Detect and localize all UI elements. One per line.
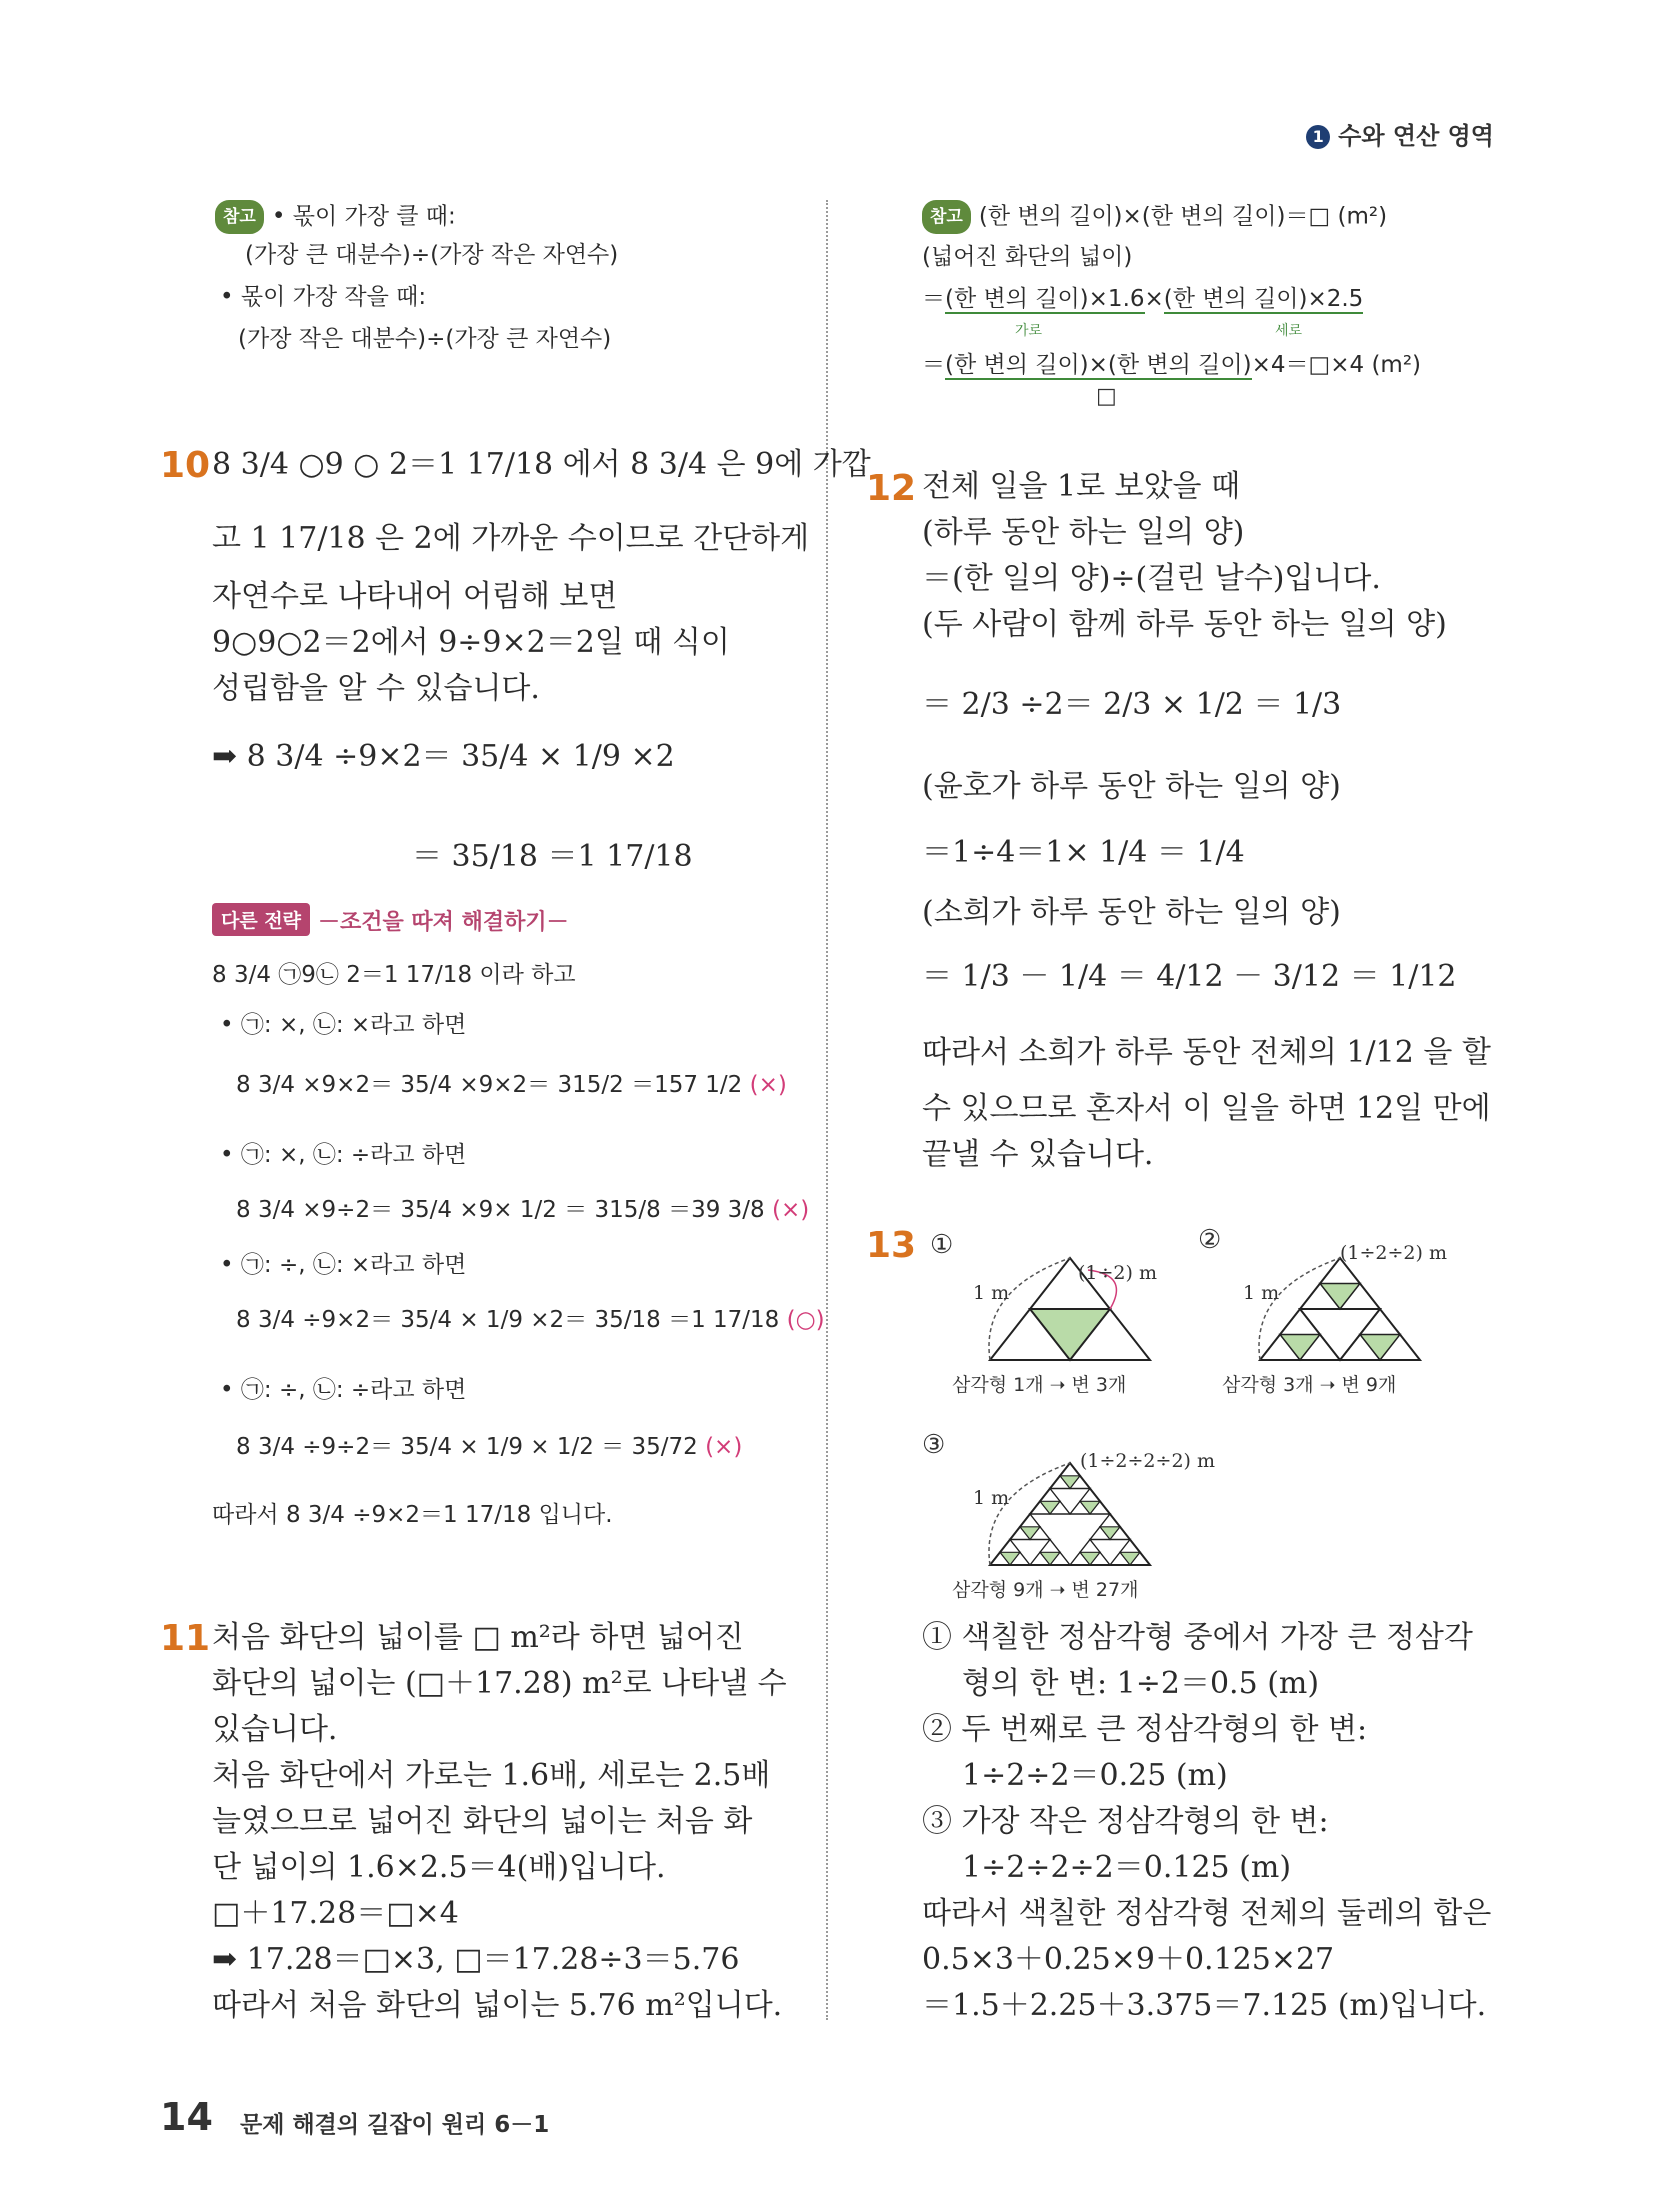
p10-strategy-calc-2: 8 3/4 ×9÷2＝ 35/4 ×9× 1/2 ＝ 315/8 ＝39 3/8 (×) (236, 1197, 810, 1223)
p12-line-3: ＝(한 일의 양)÷(걸린 날수)입니다. (922, 561, 1381, 596)
problem-number-13: 13 (866, 1225, 917, 1266)
p12-line-2: (하루 동안 하는 일의 양) (922, 515, 1245, 550)
fig3-caption: 삼각형 9개 ➝ 변 27개 (952, 1579, 1139, 1601)
fig1-number: ① (930, 1230, 954, 1260)
p10-line-7: ＝ 35/18 ＝1 17/18 (412, 839, 693, 874)
p10-line-4: 9○9○2＝2에서 9÷9×2＝2일 때 식이 (212, 625, 730, 660)
p13-line-5: ③ 가장 작은 정삼각형의 한 변: (922, 1804, 1329, 1839)
p10-strategy-case-2: • ㉠: ×, ㉡: ÷라고 하면 (220, 1142, 467, 1168)
tip-sub-label-square: □ (1096, 384, 1117, 409)
p11-line-2: 화단의 넓이는 (□＋17.28) m²로 나타낼 수 (212, 1666, 787, 1701)
p13-line-9: ＝1.5＋2.25＋3.375＝7.125 (m)입니다. (922, 1988, 1487, 2023)
p11-line-9: 따라서 처음 화단의 넓이는 5.76 m²입니다. (212, 1988, 783, 2023)
p13-line-6: 1÷2÷2÷2＝0.125 (m) (962, 1850, 1292, 1885)
fig2-triangle-diagram (1240, 1250, 1440, 1370)
fig1-length-label: (1÷2) m (1078, 1262, 1157, 1284)
p11-line-8: ➡ 17.28＝□×3, □＝17.28÷3＝5.76 (212, 1942, 740, 1977)
p12-line-8: (소희가 하루 동안 하는 일의 양) (922, 895, 1341, 930)
fig2-caption: 삼각형 3개 ➝ 변 9개 (1222, 1374, 1397, 1396)
p11-line-5: 늘였으므로 넓어진 화단의 넓이는 처음 화 (212, 1804, 753, 1839)
tip-badge-right: 참고 (922, 200, 971, 234)
p10-strategy-case-1: • ㉠: ×, ㉡: ×라고 하면 (220, 1012, 467, 1038)
fig3-side-label: 1 m (973, 1487, 1010, 1509)
problem-number-12: 12 (866, 468, 917, 509)
p13-line-2: 형의 한 변: 1÷2＝0.5 (m) (962, 1666, 1320, 1701)
p12-line-4: (두 사람이 함께 하루 동안 하는 일의 양) (922, 607, 1447, 642)
fig2-length-label: (1÷2÷2) m (1340, 1242, 1447, 1264)
p12-line-1: 전체 일을 1로 보았을 때 (922, 469, 1241, 504)
p10-line-2: 고 1 17/18 은 2에 가까운 수이므로 간단하게 (212, 521, 810, 556)
section-title: 수와 연산 영역 (1338, 122, 1494, 150)
fig3-length-label: (1÷2÷2÷2) m (1080, 1450, 1215, 1472)
tip-right-line-3: ＝(한 변의 길이)×1.6×(한 변의 길이)×2.5 (922, 286, 1364, 312)
tip-sub-label-width: 가로 (1015, 323, 1043, 339)
fig3-triangle-diagram (970, 1455, 1170, 1575)
problem-number-11: 11 (160, 1618, 211, 1659)
tip-right-line-1: 참고 (한 변의 길이)×(한 변의 길이)＝□ (m²) (922, 200, 1387, 234)
p11-line-7: □＋17.28＝□×4 (212, 1896, 459, 1931)
p10-line-5: 성립함을 알 수 있습니다. (212, 671, 540, 706)
p10-line-1: 8 3/4 ○9 ○ 2＝1 17/18 에서 8 3/4 은 9에 가깝 (212, 447, 871, 482)
p10-strategy-conclusion: 따라서 8 3/4 ÷9×2＝1 17/18 입니다. (212, 1502, 613, 1528)
p12-line-9: ＝ 1/3 － 1/4 ＝ 4/12 － 3/12 ＝ 1/12 (922, 959, 1457, 994)
tip-left-line-1: 참고 • 몫이 가장 클 때: (215, 200, 456, 234)
page-number: 14 (160, 2095, 213, 2139)
tip-badge: 참고 (215, 200, 264, 234)
p13-line-8: 0.5×3＋0.25×9＋0.125×27 (922, 1942, 1335, 1977)
p10-strategy-case-3: • ㉠: ÷, ㉡: ×라고 하면 (220, 1252, 467, 1278)
p12-line-12: 끝낼 수 있습니다. (922, 1137, 1154, 1172)
p11-line-6: 단 넓이의 1.6×2.5＝4(배)입니다. (212, 1850, 666, 1885)
strategy-badge: 다른 전략 (212, 903, 310, 936)
p10-strategy-case-4: • ㉠: ÷, ㉡: ÷라고 하면 (220, 1377, 467, 1403)
fig1-caption: 삼각형 1개 ➝ 변 3개 (952, 1374, 1127, 1396)
tip-right-line-4: ＝(한 변의 길이)×(한 변의 길이)×4＝□×4 (m²) (922, 352, 1422, 378)
tip-right-line-2: (넓어진 화단의 넓이) (922, 244, 1133, 270)
p12-line-5: ＝ 2/3 ÷2＝ 2/3 × 1/2 ＝ 1/3 (922, 687, 1342, 722)
tip-left-line-2: (가장 큰 대분수)÷(가장 작은 자연수) (245, 242, 619, 268)
p13-line-1: ① 색칠한 정삼각형 중에서 가장 큰 정삼각 (922, 1620, 1473, 1655)
p12-line-7: ＝1÷4＝1× 1/4 ＝ 1/4 (922, 835, 1245, 870)
fig2-number: ② (1198, 1225, 1222, 1255)
p11-line-1: 처음 화단의 넓이를 □ m²라 하면 넓어진 (212, 1620, 744, 1655)
p12-line-11: 수 있으므로 혼자서 이 일을 하면 12일 만에 (922, 1091, 1491, 1126)
problem-number-10: 10 (160, 445, 211, 486)
p13-line-4: 1÷2÷2＝0.25 (m) (962, 1758, 1228, 1793)
section-header (1306, 116, 1494, 151)
p10-strategy-line-1: 8 3/4 ㉠9㉡ 2＝1 17/18 이라 하고 (212, 962, 576, 988)
tip-left-line-3: • 몫이 가장 작을 때: (220, 284, 427, 310)
tip-sub-label-height: 세로 (1275, 323, 1303, 339)
strategy-title: －조건을 따져 해결하기－ (318, 910, 569, 935)
tip-left-line-4: (가장 작은 대분수)÷(가장 큰 자연수) (238, 326, 612, 352)
p10-line-6: ➡ 8 3/4 ÷9×2＝ 35/4 × 1/9 ×2 (212, 739, 675, 774)
p11-line-4: 처음 화단에서 가로는 1.6배, 세로는 2.5배 (212, 1758, 771, 1793)
section-number-badge: 1 (1306, 125, 1330, 149)
p11-line-3: 있습니다. (212, 1712, 338, 1747)
fig1-side-label: 1 m (973, 1282, 1010, 1304)
p12-line-10: 따라서 소희가 하루 동안 전체의 1/12 을 할 (922, 1035, 1491, 1070)
p13-line-3: ② 두 번째로 큰 정삼각형의 한 변: (922, 1712, 1368, 1747)
book-title: 문제 해결의 길잡이 원리 6－1 (240, 2112, 550, 2138)
p13-line-7: 따라서 색칠한 정삼각형 전체의 둘레의 합은 (922, 1896, 1492, 1931)
fig3-number: ③ (922, 1430, 946, 1460)
p12-line-6: (윤호가 하루 동안 하는 일의 양) (922, 769, 1341, 804)
fig2-side-label: 1 m (1243, 1282, 1280, 1304)
p10-line-3: 자연수로 나타내어 어림해 보면 (212, 579, 618, 614)
p10-strategy-calc-1: 8 3/4 ×9×2＝ 35/4 ×9×2＝ 315/2 ＝157 1/2 (×) (236, 1072, 787, 1098)
p10-strategy-calc-3: 8 3/4 ÷9×2＝ 35/4 × 1/9 ×2＝ 35/18 ＝1 17/18 (○) (236, 1307, 825, 1333)
p10-strategy-calc-4: 8 3/4 ÷9÷2＝ 35/4 × 1/9 × 1/2 ＝ 35/72 (×) (236, 1434, 743, 1460)
